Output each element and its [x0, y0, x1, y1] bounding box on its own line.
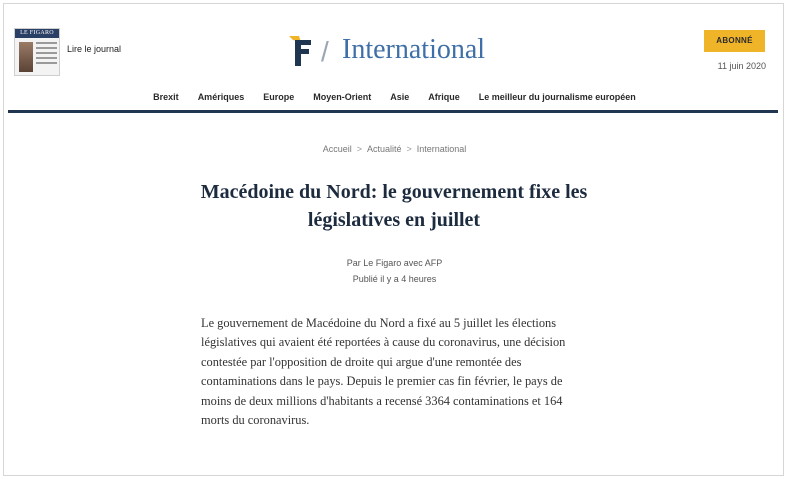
site-header: [4, 4, 785, 114]
nav-item-asie[interactable]: Asie: [390, 92, 410, 102]
section-title[interactable]: International: [342, 34, 486, 65]
article-body: Le gouvernement de Macédoine du Nord a fixé au 5 juillet les élections législatives qui avaient été reportées à cause du coronavirus, une décision contestée par l'opposition de droite qui argue d'une remontée des contaminations dans le pays. Depuis le premier cas fin février, le pays de moins de deux millions d'habitants a recensé 3364 contaminations et 164 morts du coronavirus.: [201, 316, 566, 428]
breadcrumb-home[interactable]: Accueil: [322, 144, 352, 154]
nav-item-europe[interactable]: Europe: [263, 92, 295, 102]
nav-item-brexit[interactable]: Brexit: [153, 92, 179, 102]
newspaper-thumb-photo: [19, 42, 33, 72]
figaro-logo-icon[interactable]: [287, 34, 313, 68]
nav-item-ameriques[interactable]: Amériques: [197, 92, 245, 102]
section-nav: [4, 92, 785, 106]
page-frame: [3, 3, 784, 476]
breadcrumb: [4, 144, 785, 154]
newspaper-thumb-text-lines: [36, 42, 57, 67]
newspaper-thumb-masthead: LE FIGARO: [15, 29, 59, 38]
newspaper-thumbnail[interactable]: [14, 28, 60, 76]
subscribe-button[interactable]: ABONNÉ: [704, 30, 765, 52]
article-published-time: Publié il y a 4 heures: [352, 274, 437, 284]
edition-date: 11 juin 2020: [717, 61, 766, 71]
breadcrumb-international[interactable]: International: [416, 144, 467, 154]
nav-item-moyen-orient[interactable]: Moyen-Orient: [313, 92, 372, 102]
article-byline: Par Le Figaro avec AFP: [346, 258, 443, 268]
breadcrumb-separator: >: [356, 144, 362, 154]
article-meta: [4, 255, 785, 287]
read-paper-link[interactable]: Lire le journal: [67, 44, 122, 54]
title-slash-divider: /: [321, 36, 329, 67]
article-title: Macédoine du Nord: le gouvernement fixe les législatives en juillet: [200, 181, 588, 231]
breadcrumb-separator: >: [406, 144, 412, 154]
header-divider: [8, 110, 778, 113]
nav-item-journalisme-europeen[interactable]: Le meilleur du journalisme européen: [478, 92, 636, 102]
nav-item-afrique[interactable]: Afrique: [428, 92, 460, 102]
breadcrumb-actualite[interactable]: Actualité: [366, 144, 402, 154]
